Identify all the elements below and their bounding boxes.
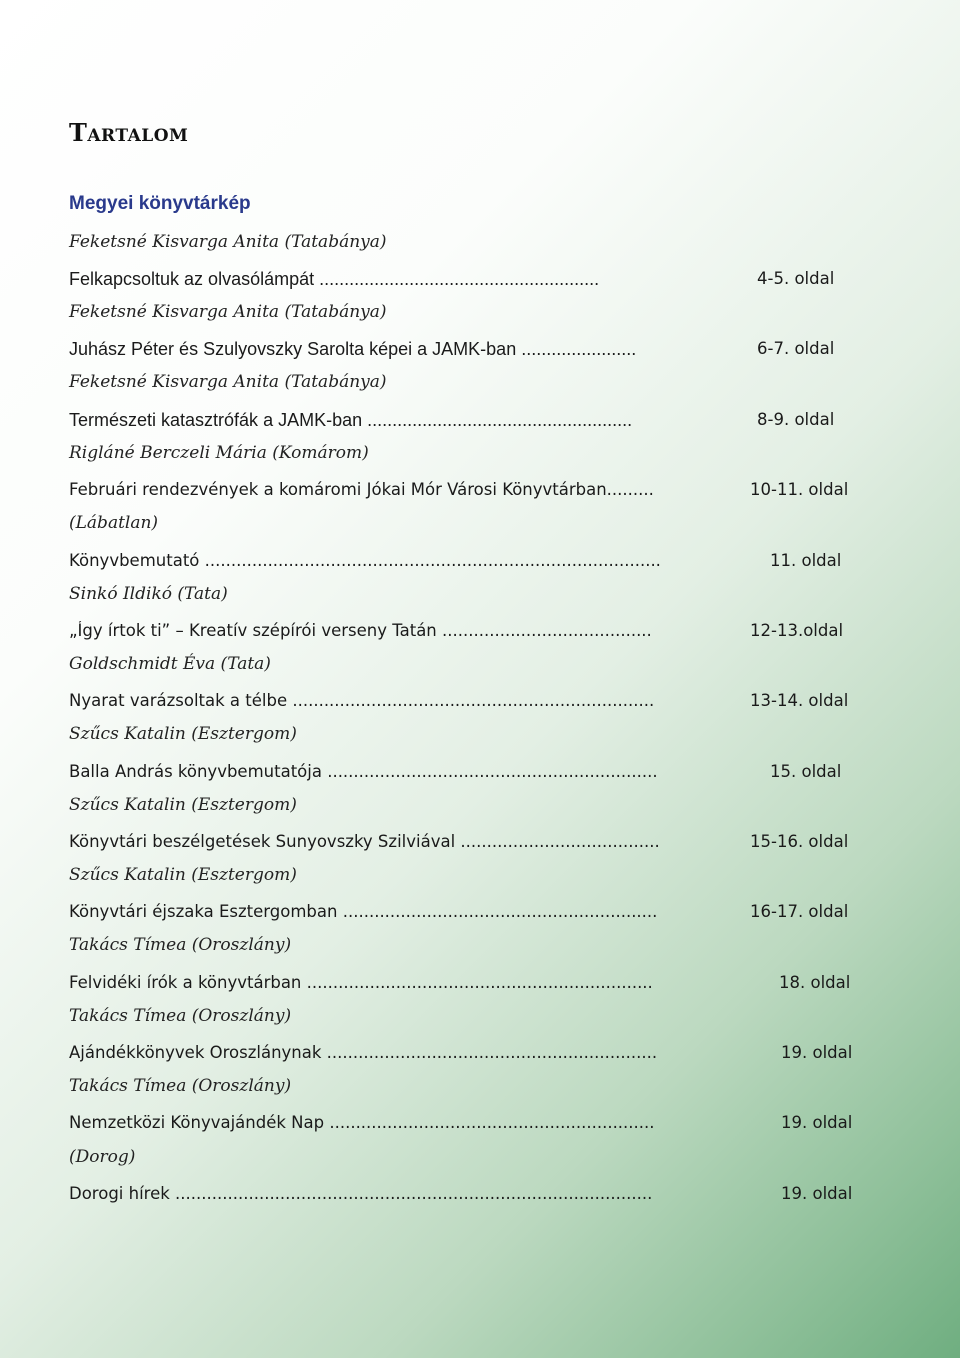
entry-title: Felkapcsoltuk az olvasólámpát ........................................................ xyxy=(69,269,600,289)
entry-title: Könyvbemutató ....................................................................................... xyxy=(69,551,661,570)
entry-title: Nyarat varázsoltak a télbe ..................................................................... xyxy=(69,691,655,710)
entry-author: Szűcs Katalin (Esztergom) xyxy=(69,795,297,815)
entry-author: (Lábatlan) xyxy=(69,513,159,533)
entry-page: 4-5. oldal xyxy=(757,269,835,288)
toc-entry[interactable] xyxy=(69,1184,859,1208)
entry-title: Könyvtári beszélgetések Sunyovszky Szilviával ...................................... xyxy=(69,832,660,851)
entry-page: 13-14. oldal xyxy=(750,691,849,710)
entry-title: Természeti katasztrófák a JAMK-ban ..................................................... xyxy=(69,410,633,430)
entry-title: Februári rendezvények a komáromi Jókai Mór Városi Könyvtárban......... xyxy=(69,480,654,499)
entry-page: 18. oldal xyxy=(779,973,851,992)
entry-title: Felvidéki írók a könyvtárban .................................................................. xyxy=(69,973,653,992)
entry-page: 16-17. oldal xyxy=(750,902,849,921)
entry-author: Feketsné Kisvarga Anita (Tatabánya) xyxy=(69,372,387,392)
entry-author: Szűcs Katalin (Esztergom) xyxy=(69,724,297,744)
entry-title: Balla András könyvbemutatója ............................................................... xyxy=(69,762,658,781)
entry-author: Takács Tímea (Oroszlány) xyxy=(69,935,292,955)
entry-page: 12-13.oldal xyxy=(750,621,844,640)
toc-entry[interactable] xyxy=(69,621,859,645)
entry-page: 19. oldal xyxy=(781,1113,853,1132)
toc-entry[interactable] xyxy=(69,339,859,363)
toc-entry[interactable] xyxy=(69,762,859,786)
entry-page: 6-7. oldal xyxy=(757,339,835,358)
entry-author: Feketsné Kisvarga Anita (Tatabánya) xyxy=(69,232,387,252)
page-title: Tartalom xyxy=(69,118,189,147)
toc-entry[interactable] xyxy=(69,691,859,715)
entry-author: Sinkó Ildikó (Tata) xyxy=(69,584,228,604)
entry-page: 19. oldal xyxy=(781,1184,853,1203)
toc-entry[interactable] xyxy=(69,410,859,434)
entry-page: 11. oldal xyxy=(770,551,842,570)
entry-page: 15. oldal xyxy=(770,762,842,781)
entry-page: 8-9. oldal xyxy=(757,410,835,429)
entry-title: „Így írtok ti” – Kreatív szépírói verseny Tatán ........................................ xyxy=(69,621,652,640)
toc-entry[interactable] xyxy=(69,480,859,504)
toc-entry[interactable] xyxy=(69,832,859,856)
entry-author: Goldschmidt Éva (Tata) xyxy=(69,654,271,674)
entry-page: 19. oldal xyxy=(781,1043,853,1062)
toc-entry[interactable] xyxy=(69,902,859,926)
entry-title: Nemzetközi Könyvajándék Nap .............................................................. xyxy=(69,1113,655,1132)
entry-title: Könyvtári éjszaka Esztergomban ............................................................ xyxy=(69,902,658,921)
entry-title: Dorogi hírek ........................................................................................... xyxy=(69,1184,653,1203)
toc-entry[interactable] xyxy=(69,1043,859,1067)
entry-author: Feketsné Kisvarga Anita (Tatabánya) xyxy=(69,302,387,322)
toc-entry[interactable] xyxy=(69,551,859,575)
entry-page: 10-11. oldal xyxy=(750,480,849,499)
section-title: Megyei könyvtárkép xyxy=(69,193,251,214)
entry-author: Szűcs Katalin (Esztergom) xyxy=(69,865,297,885)
toc-entry[interactable] xyxy=(69,973,859,997)
entry-title: Juhász Péter és Szulyovszky Sarolta képei a JAMK-ban ....................... xyxy=(69,339,637,359)
entry-author: Rigláné Berczeli Mária (Komárom) xyxy=(69,443,369,463)
toc-entry[interactable] xyxy=(69,269,859,293)
entry-title: Ajándékkönyvek Oroszlánynak ............................................................... xyxy=(69,1043,658,1062)
entry-author: Takács Tímea (Oroszlány) xyxy=(69,1006,292,1026)
entry-author: (Dorog) xyxy=(69,1147,136,1167)
entry-page: 15-16. oldal xyxy=(750,832,849,851)
entry-author: Takács Tímea (Oroszlány) xyxy=(69,1076,292,1096)
toc-entry[interactable] xyxy=(69,1113,859,1137)
